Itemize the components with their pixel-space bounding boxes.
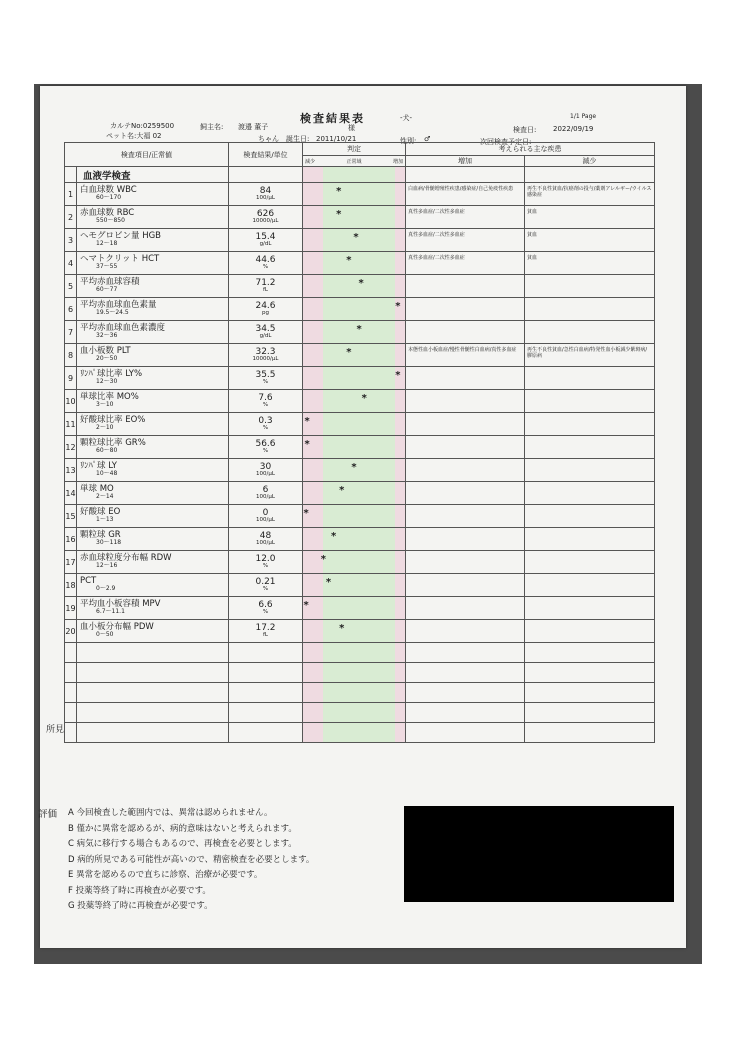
decrease-diseases — [525, 528, 655, 551]
test-name: 血小板分布幅 PDW — [80, 622, 154, 633]
row-number: 17 — [65, 551, 77, 574]
test-item — [77, 252, 229, 275]
result-unit: % — [262, 263, 269, 270]
owner-label: 飼主名: — [200, 123, 224, 131]
judge-marker: * — [351, 462, 357, 473]
row-number: 4 — [65, 252, 77, 275]
judge-cell — [303, 390, 406, 413]
result-value: 12.0 — [255, 553, 276, 564]
normal-range: 30〜118 — [96, 539, 122, 547]
birthday-label: 誕生日: — [286, 135, 310, 143]
result-value: 44.6 — [255, 254, 276, 265]
result-cell — [229, 367, 303, 390]
row-number: 13 — [65, 459, 77, 482]
test-item — [77, 321, 229, 344]
result-cell — [229, 620, 303, 643]
exam-date-label: 検査日: — [513, 126, 537, 134]
chan-suffix: ちゃん — [258, 135, 279, 143]
increase-diseases — [406, 482, 525, 505]
judge-marker: * — [395, 370, 401, 381]
normal-range: 12〜16 — [96, 562, 118, 570]
next-exam-label: 次回検査予定日: — [480, 138, 532, 146]
table-row — [65, 275, 655, 298]
normal-range: 1〜13 — [96, 516, 114, 524]
result-value: 32.3 — [255, 346, 276, 357]
sama-suffix: 様 — [348, 124, 355, 132]
table-row — [65, 551, 655, 574]
increase-diseases — [406, 597, 525, 620]
result-cell — [229, 482, 303, 505]
result-value: 84 — [259, 185, 272, 196]
test-name: ヘモグロビン量 HGB — [80, 231, 162, 242]
owner-name: 渡邉 董子 — [238, 123, 269, 131]
judge-cell — [303, 367, 406, 390]
result-cell — [229, 252, 303, 275]
result-cell — [229, 528, 303, 551]
row-number: 14 — [65, 482, 77, 505]
result-unit: % — [262, 378, 269, 385]
table-row — [65, 620, 655, 643]
normal-range: 550〜850 — [96, 217, 125, 225]
test-name: 赤血球粒度分布幅 RDW — [80, 553, 172, 564]
judge-marker: * — [346, 255, 352, 266]
test-item — [77, 275, 229, 298]
increase-diseases — [406, 321, 525, 344]
row-number: 10 — [65, 390, 77, 413]
increase-diseases: 真性多血症/二次性多血症 — [406, 252, 525, 275]
result-unit: % — [262, 401, 269, 408]
increase-diseases — [406, 390, 525, 413]
judge-marker: * — [346, 347, 352, 358]
judge-cell — [303, 574, 406, 597]
judge-cell — [303, 597, 406, 620]
decrease-diseases — [525, 597, 655, 620]
increase-diseases: 本態性血小板血症/慢性骨髄性白血病/真性多血症 — [406, 344, 525, 367]
normal-range: 3〜10 — [96, 401, 114, 409]
test-item — [77, 597, 229, 620]
table-row — [65, 413, 655, 436]
result-value: 35.5 — [255, 369, 276, 380]
test-name: 白血球数 WBC — [80, 185, 137, 196]
test-name: PCT — [80, 576, 97, 587]
result-unit: 100/μL — [256, 194, 275, 201]
test-item — [77, 459, 229, 482]
decrease-diseases: 再生不良性貧血/急性白血病/特発性血小板減少紫斑病/膠原病 — [525, 344, 655, 367]
normal-range: 60〜80 — [96, 447, 118, 455]
result-cell — [229, 275, 303, 298]
table-row — [65, 367, 655, 390]
result-unit: % — [262, 585, 269, 592]
header-item: 検査項目/正常値 — [65, 143, 229, 167]
test-name: 平均赤血球血色素濃度 — [80, 323, 166, 334]
judge-cell — [303, 275, 406, 298]
judge-marker: * — [303, 600, 309, 611]
result-value: 0 — [262, 507, 269, 518]
normal-range: 0〜50 — [96, 631, 114, 639]
judge-cell — [303, 252, 406, 275]
decrease-diseases: 貧血 — [525, 206, 655, 229]
judge-cell — [303, 206, 406, 229]
result-cell — [229, 597, 303, 620]
grading-item: C 病気に移行する場合もあるので、再検査を必要とします。 — [68, 839, 297, 849]
increase-diseases — [406, 528, 525, 551]
header-value: 検査結果/単位 — [229, 143, 303, 167]
judge-marker: * — [325, 577, 332, 588]
test-item — [77, 436, 229, 459]
test-item — [77, 390, 229, 413]
test-item — [77, 183, 229, 206]
decrease-diseases: 貧血 — [525, 252, 655, 275]
judge-marker: * — [395, 301, 401, 312]
test-item — [77, 620, 229, 643]
judge-cell — [303, 551, 406, 574]
test-name: 単球 MO — [80, 484, 114, 495]
normal-range: 12〜18 — [96, 240, 118, 248]
empty-row — [65, 643, 655, 663]
sex-label: 性別: — [400, 137, 417, 145]
normal-range: 0〜2.9 — [96, 585, 116, 593]
decrease-diseases — [525, 436, 655, 459]
increase-diseases — [406, 505, 525, 528]
row-number: 19 — [65, 597, 77, 620]
row-number: 9 — [65, 367, 77, 390]
birthday: 2011/10/21 — [316, 135, 357, 143]
test-name: 好酸球 EO — [80, 507, 121, 518]
test-name: 単球比率 MO% — [80, 392, 139, 403]
test-name: 顆粒球比率 GR% — [80, 438, 146, 449]
table-row — [65, 459, 655, 482]
increase-diseases — [406, 436, 525, 459]
result-value: 56.6 — [255, 438, 276, 449]
test-name: 好酸球比率 EO% — [80, 415, 146, 426]
result-unit: % — [262, 562, 269, 569]
test-name: ヘマトクリット HCT — [80, 254, 160, 265]
increase-diseases — [406, 459, 525, 482]
result-value: 0.3 — [258, 415, 273, 426]
result-cell — [229, 390, 303, 413]
result-cell — [229, 459, 303, 482]
row-number: 2 — [65, 206, 77, 229]
grading-item: A 今回検査した範囲内では、異常は認められません。 — [68, 808, 273, 818]
judge-marker: * — [336, 209, 342, 220]
decrease-diseases — [525, 275, 655, 298]
increase-diseases — [406, 574, 525, 597]
decrease-diseases — [525, 367, 655, 390]
normal-range: 6.7〜11.1 — [96, 608, 125, 616]
result-unit: % — [262, 424, 269, 431]
empty-row — [65, 683, 655, 703]
judge-cell — [303, 436, 406, 459]
judge-cell — [303, 459, 406, 482]
normal-range: 12〜30 — [96, 378, 118, 386]
table-row — [65, 436, 655, 459]
row-number: 12 — [65, 436, 77, 459]
table-row — [65, 597, 655, 620]
judge-marker: * — [304, 416, 310, 427]
result-unit: 100/μL — [256, 539, 275, 546]
exam-date: 2022/09/19 — [553, 125, 594, 133]
result-cell — [229, 206, 303, 229]
increase-diseases — [406, 298, 525, 321]
decrease-diseases — [525, 482, 655, 505]
decrease-diseases — [525, 459, 655, 482]
increase-diseases — [406, 413, 525, 436]
judge-high-label: 増加 — [393, 158, 404, 165]
judge-cell — [303, 620, 406, 643]
sex-value: ♂ — [424, 135, 431, 143]
result-value: 17.2 — [255, 622, 276, 633]
increase-diseases — [406, 551, 525, 574]
row-number: 8 — [65, 344, 77, 367]
table-row — [65, 206, 655, 229]
decrease-diseases — [525, 574, 655, 597]
test-name: 血小板数 PLT — [80, 346, 131, 357]
normal-range: 60〜77 — [96, 286, 118, 294]
test-name: 平均血小板容積 MPV — [80, 599, 161, 610]
table-row — [65, 390, 655, 413]
header-increase: 増加 — [406, 156, 525, 167]
grading-item: E 異常を認めるので直ちに診察、治療が必要です。 — [68, 870, 263, 880]
section-row — [65, 167, 655, 183]
test-name: 平均赤血球血色素量 — [80, 300, 157, 311]
result-value: 7.6 — [258, 392, 273, 403]
judge-marker: * — [361, 393, 367, 404]
judge-marker: * — [330, 531, 337, 542]
row-number: 5 — [65, 275, 77, 298]
increase-diseases: 白血病/骨髄増殖性疾患/感染症/自己免疫性疾患 — [406, 183, 525, 206]
result-cell — [229, 551, 303, 574]
judge-cell — [303, 298, 406, 321]
result-value: 0.21 — [255, 576, 276, 587]
judge-normal-label: 正常域 — [346, 158, 362, 165]
empty-row — [65, 723, 655, 743]
row-number: 6 — [65, 298, 77, 321]
result-unit: g/dL — [259, 240, 272, 247]
row-number: 15 — [65, 505, 77, 528]
decrease-diseases — [525, 298, 655, 321]
result-cell — [229, 321, 303, 344]
test-item — [77, 413, 229, 436]
increase-diseases: 真性多血症/二次性多血症 — [406, 229, 525, 252]
row-number: 20 — [65, 620, 77, 643]
test-name: ﾘﾝﾊﾟ球 LY — [80, 461, 118, 472]
test-item — [77, 229, 229, 252]
increase-diseases — [406, 620, 525, 643]
result-value: 6.6 — [258, 599, 273, 610]
result-unit: % — [262, 447, 269, 454]
header-judge: 判定 — [303, 143, 406, 156]
judge-cell — [303, 183, 406, 206]
judge-cell — [303, 413, 406, 436]
judge-cell — [303, 229, 406, 252]
result-value: 30 — [259, 461, 272, 472]
result-value: 24.6 — [255, 300, 276, 311]
normal-range: 19.5〜24.5 — [96, 309, 129, 317]
increase-diseases — [406, 275, 525, 298]
test-item — [77, 551, 229, 574]
judge-subheader — [303, 156, 406, 167]
row-number: 1 — [65, 183, 77, 206]
test-name: 顆粒球 GR — [80, 530, 121, 541]
decrease-diseases — [525, 620, 655, 643]
section-title: 血液学検査 — [77, 167, 229, 183]
judge-marker: * — [336, 186, 342, 197]
table-row — [65, 298, 655, 321]
judge-cell — [303, 321, 406, 344]
table-row — [65, 574, 655, 597]
table-row — [65, 505, 655, 528]
row-number: 16 — [65, 528, 77, 551]
judge-cell — [303, 528, 406, 551]
result-cell — [229, 436, 303, 459]
grading-item: B 僅かに異常を認めるが、病的意味はないと考えられます。 — [68, 823, 297, 834]
empty-row — [65, 663, 655, 683]
species-label: -犬- — [400, 114, 413, 122]
redaction-block — [404, 806, 674, 902]
test-item — [77, 367, 229, 390]
decrease-diseases — [525, 413, 655, 436]
test-item — [77, 505, 229, 528]
row-number: 7 — [65, 321, 77, 344]
result-value: 15.4 — [255, 231, 276, 242]
result-unit: g/dL — [259, 332, 272, 339]
page-indicator: 1/1 Page — [570, 113, 597, 120]
normal-range: 32〜36 — [96, 332, 118, 340]
grading-item: D 病的所見である可能性が高いので、精密検査を必要とします。 — [68, 854, 315, 865]
normal-range: 10〜48 — [96, 470, 118, 478]
judge-marker: * — [356, 324, 362, 335]
result-unit: 100/μL — [256, 470, 275, 477]
result-unit: 10000/μL — [252, 217, 279, 224]
table-row — [65, 344, 655, 367]
normal-range: 2〜14 — [96, 493, 114, 501]
decrease-diseases — [525, 321, 655, 344]
row-number: 18 — [65, 574, 77, 597]
result-unit: % — [262, 608, 269, 615]
report-title: 検査結果表 — [300, 112, 365, 125]
empty-row — [65, 703, 655, 723]
increase-diseases — [406, 367, 525, 390]
result-unit: 100/μL — [256, 516, 275, 523]
result-value: 626 — [256, 208, 275, 219]
test-name: 平均赤血球容積 — [80, 277, 140, 288]
test-item — [77, 482, 229, 505]
test-item — [77, 528, 229, 551]
table-row — [65, 252, 655, 275]
judge-cell — [303, 344, 406, 367]
normal-range: 2〜10 — [96, 424, 114, 432]
increase-diseases: 真性多血症/二次性多血症 — [406, 206, 525, 229]
pet-name: ペット名:大福 02 — [106, 132, 162, 140]
judge-marker: * — [339, 623, 345, 634]
result-cell — [229, 229, 303, 252]
judge-marker: * — [304, 439, 310, 450]
result-value: 34.5 — [255, 323, 276, 334]
test-name: 赤血球数 RBC — [80, 208, 135, 219]
result-unit: 100/μL — [256, 493, 275, 500]
result-cell — [229, 505, 303, 528]
judge-marker: * — [358, 278, 364, 289]
decrease-diseases — [525, 390, 655, 413]
test-name: ﾘﾝﾊﾟ球比率 LY% — [80, 369, 143, 380]
table-row — [65, 482, 655, 505]
karte-number: カルテNo:0259500 — [110, 122, 175, 130]
result-cell — [229, 413, 303, 436]
row-number: 3 — [65, 229, 77, 252]
grading-label: 評価 — [38, 809, 58, 820]
results-table — [64, 142, 655, 743]
judge-low-label: 減少 — [305, 158, 316, 165]
normal-range: 20〜50 — [96, 355, 118, 363]
normal-range: 37〜55 — [96, 263, 118, 271]
grading-item: F 投薬等終了時に再検査が必要です。 — [68, 885, 211, 896]
result-cell — [229, 183, 303, 206]
grading-item: G 投薬等終了時に再検査が必要です。 — [68, 901, 213, 911]
judge-marker: * — [320, 554, 327, 565]
judge-marker: * — [353, 232, 359, 243]
decrease-diseases: 貧血 — [525, 229, 655, 252]
result-cell — [229, 574, 303, 597]
test-item — [77, 298, 229, 321]
shoken-label: 所見 — [46, 725, 65, 735]
decrease-diseases — [525, 505, 655, 528]
test-item — [77, 574, 229, 597]
normal-range: 60〜170 — [96, 194, 122, 202]
header-disease: 考えられる主な疾患 — [406, 143, 655, 156]
result-value: 48 — [259, 530, 272, 541]
test-item — [77, 206, 229, 229]
judge-cell — [303, 482, 406, 505]
decrease-diseases — [525, 551, 655, 574]
judge-cell — [303, 167, 406, 183]
row-number: 11 — [65, 413, 77, 436]
result-cell — [229, 298, 303, 321]
result-unit: pg — [262, 309, 269, 316]
test-item — [77, 344, 229, 367]
judge-marker: * — [339, 485, 345, 496]
result-value: 6 — [262, 484, 269, 495]
table-row — [65, 321, 655, 344]
result-value: 71.2 — [255, 277, 276, 288]
result-unit: fL — [263, 631, 269, 638]
table-row — [65, 183, 655, 206]
table-row — [65, 528, 655, 551]
result-unit: 10000/μL — [252, 355, 279, 362]
result-unit: fL — [263, 286, 269, 293]
judge-cell — [303, 505, 406, 528]
header-decrease: 減少 — [525, 156, 655, 167]
judge-marker: * — [303, 508, 309, 519]
result-cell — [229, 344, 303, 367]
decrease-diseases: 再生不良性貧血/抗癌剤の投与/薬剤アレルギー/ウイルス感染症 — [525, 183, 655, 206]
table-row — [65, 229, 655, 252]
